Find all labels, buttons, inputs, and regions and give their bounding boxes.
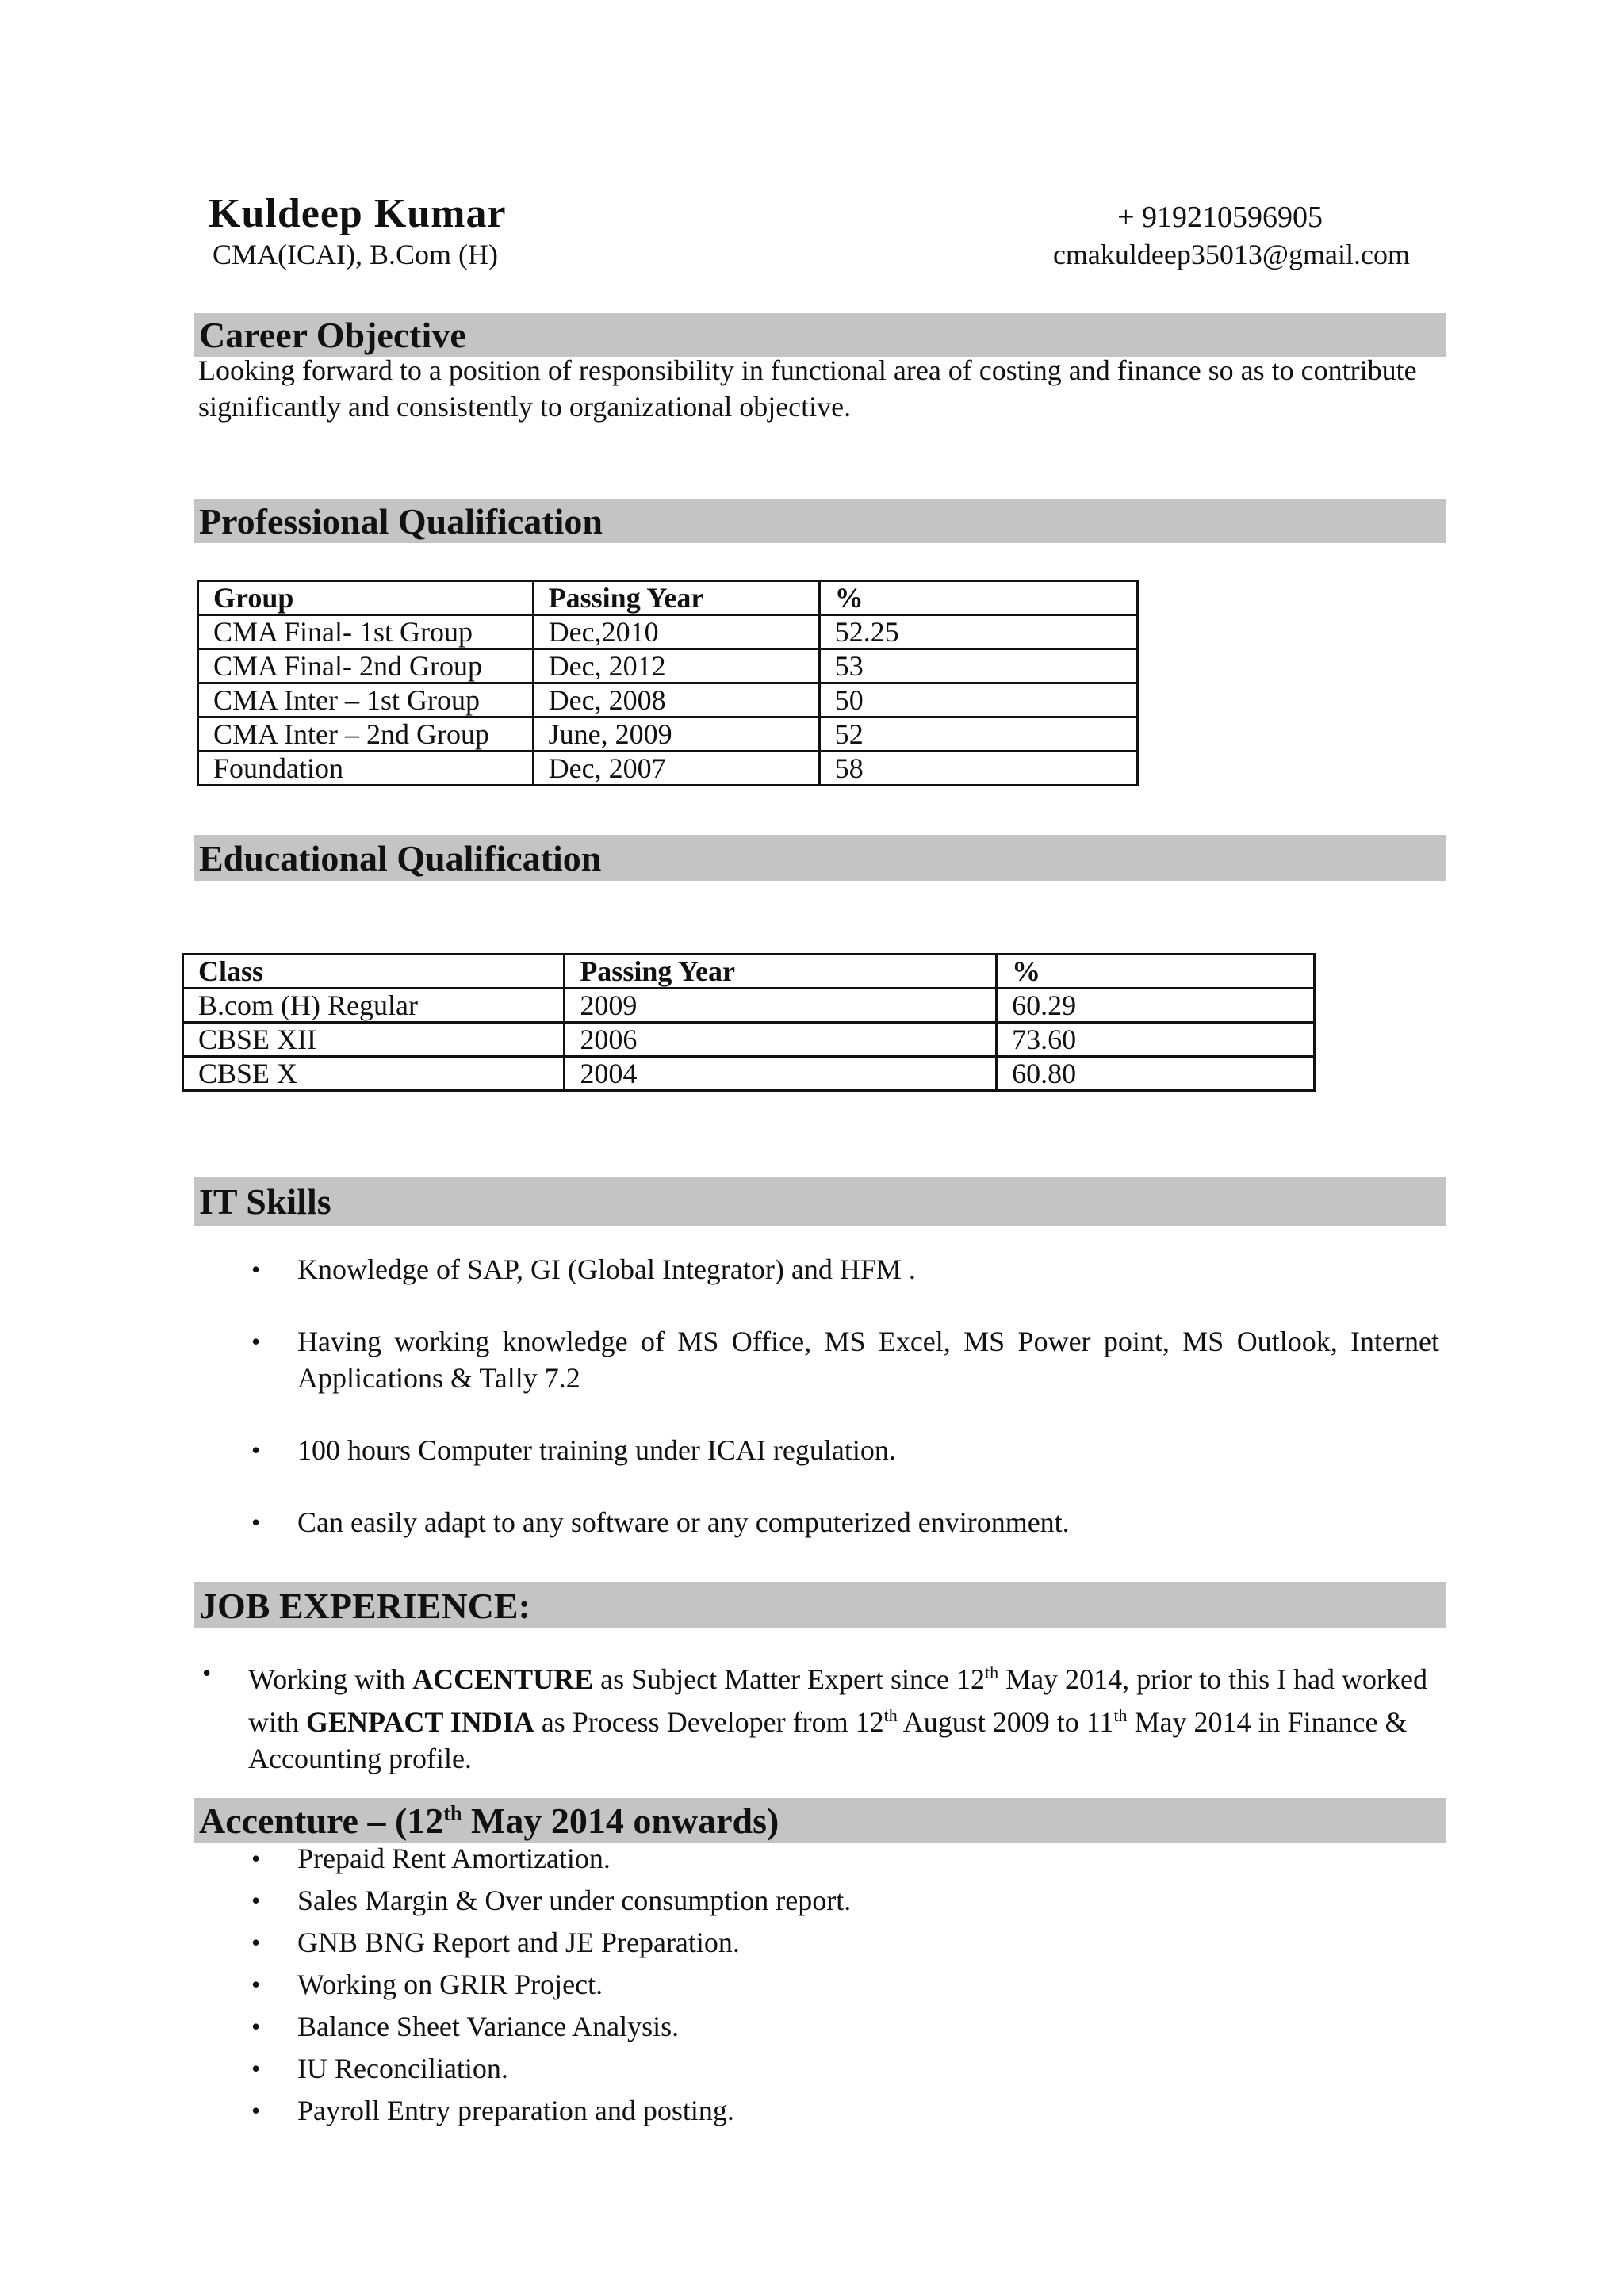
educational-qualification-table <box>182 953 1316 1092</box>
career-objective-heading <box>194 313 1446 357</box>
column-header: % <box>819 581 1137 615</box>
professional-qualification-heading-text: Professional Qualification <box>199 501 603 541</box>
list-item-text: Knowledge of SAP, GI (Global Integrator) and HFM . <box>297 1253 916 1285</box>
table-row <box>198 683 1138 718</box>
accenture-duties-list <box>251 1838 1439 2132</box>
experience-text: as Subject Matter Expert since 12 <box>593 1663 985 1695</box>
table-cell: CMA Inter – 2nd Group <box>198 718 534 752</box>
list-item <box>202 1655 1438 1777</box>
bullet-icon: • <box>251 1886 261 1915</box>
table-cell: Foundation <box>198 752 534 786</box>
experience-text: as Process Developer from 12 <box>534 1706 884 1738</box>
experience-text: May 2014, prior to this I had worked with <box>248 1663 1428 1738</box>
list-item <box>251 2090 1439 2132</box>
table-cell: 53 <box>819 649 1137 683</box>
candidate-name: Kuldeep Kumar <box>209 191 507 236</box>
table-cell: CMA Inter – 1st Group <box>198 683 534 718</box>
table-cell: 2009 <box>565 989 997 1023</box>
table-header-row <box>183 955 1315 989</box>
ordinal-suffix: th <box>443 1801 462 1825</box>
table-cell: CMA Final- 1st Group <box>198 615 534 649</box>
table-cell: 2004 <box>565 1057 997 1091</box>
candidate-qualifications: CMA(ICAI), B.Com (H) <box>213 239 498 270</box>
table-cell: B.com (H) Regular <box>183 989 565 1023</box>
list-item-text: GNB BNG Report and JE Preparation. <box>297 1927 740 1958</box>
bullet-icon: • <box>251 2096 261 2125</box>
column-header: Group <box>198 581 534 615</box>
list-item <box>251 1323 1439 1396</box>
list-item-text: Can easily adapt to any software or any computerized environment. <box>297 1506 1070 1538</box>
list-item-text: Sales Margin & Over under consumption report. <box>297 1885 852 1916</box>
table-row <box>198 718 1138 752</box>
bullet-icon: • <box>251 2054 261 2083</box>
bullet-icon: • <box>251 1255 261 1284</box>
bullet-icon: • <box>251 1508 261 1536</box>
ordinal-suffix: th <box>1113 1705 1128 1725</box>
table-cell: Dec, 2007 <box>533 752 819 786</box>
email-address: cmakuldeep35013@gmail.com <box>1052 239 1410 270</box>
company-name-accenture: ACCENTURE <box>412 1663 594 1695</box>
career-objective-heading-text: Career Objective <box>199 315 466 355</box>
phone-number: + 919210596905 <box>1117 201 1323 234</box>
accenture-heading-text <box>199 1800 779 1842</box>
list-item <box>251 1964 1439 2006</box>
list-item <box>251 2048 1439 2090</box>
table-cell: CBSE XII <box>183 1023 565 1057</box>
table-cell: Dec, 2008 <box>533 683 819 718</box>
job-experience-heading-text: JOB EXPERIENCE: <box>199 1585 530 1626</box>
table-row <box>183 989 1315 1023</box>
list-item <box>251 1922 1439 1964</box>
experience-text: May 2014 in Finance & Accounting profile. <box>248 1706 1408 1774</box>
table-row <box>198 615 1138 649</box>
table-row <box>183 1023 1315 1057</box>
column-header: % <box>997 955 1315 989</box>
list-item <box>251 2006 1439 2048</box>
table-cell: 60.80 <box>997 1057 1315 1091</box>
bullet-icon: • <box>251 1436 261 1464</box>
list-item <box>251 1251 1439 1288</box>
table-cell: 58 <box>819 752 1137 786</box>
professional-qualification-heading <box>194 499 1446 543</box>
it-skills-list <box>251 1251 1439 1540</box>
ordinal-suffix: th <box>984 1663 999 1682</box>
table-cell: 2006 <box>565 1023 997 1057</box>
table-cell: June, 2009 <box>533 718 819 752</box>
table-row <box>198 649 1138 683</box>
educational-qualification-heading <box>194 835 1446 881</box>
list-item <box>251 1504 1439 1540</box>
job-experience-list <box>202 1655 1438 1777</box>
career-objective-text: Looking forward to a position of responsibility in functional area of costing and finance so as to contribute significantly and consistently to organizational objective. <box>198 354 1417 423</box>
list-item <box>251 1880 1439 1922</box>
job-experience-heading <box>194 1582 1446 1628</box>
it-skills-heading <box>194 1177 1446 1226</box>
experience-text: Working with <box>248 1663 413 1695</box>
list-item <box>251 1838 1439 1880</box>
company-name-genpact: GENPACT INDIA <box>306 1706 534 1738</box>
table-cell: CBSE X <box>183 1057 565 1091</box>
list-item-text: Having working knowledge of MS Office, MS Excel, MS Power point, MS Outlook, Internet Applications & Tally 7.2 <box>297 1326 1439 1394</box>
list-item <box>251 1432 1439 1468</box>
table-cell: 52 <box>819 718 1137 752</box>
accenture-heading <box>194 1798 1446 1843</box>
table-cell: Dec,2010 <box>533 615 819 649</box>
bullet-icon: • <box>202 1659 212 1687</box>
table-cell: 50 <box>819 683 1137 718</box>
table-cell: 73.60 <box>997 1023 1315 1057</box>
list-item-text: Payroll Entry preparation and posting. <box>297 2095 734 2126</box>
list-item-text: Prepaid Rent Amortization. <box>297 1843 611 1874</box>
table-cell: 60.29 <box>997 989 1315 1023</box>
table-cell: CMA Final- 2nd Group <box>198 649 534 683</box>
table-cell: 52.25 <box>819 615 1137 649</box>
list-item-text: 100 hours Computer training under ICAI regulation. <box>297 1434 896 1466</box>
column-header: Passing Year <box>533 581 819 615</box>
educational-qualification-heading-text: Educational Qualification <box>199 837 602 878</box>
ordinal-suffix: th <box>883 1705 898 1725</box>
table-row <box>198 752 1138 786</box>
bullet-icon: • <box>251 1928 261 1957</box>
bullet-icon: • <box>251 1327 261 1356</box>
bullet-icon: • <box>251 1970 261 1999</box>
bullet-icon: • <box>251 1844 261 1873</box>
column-header: Class <box>183 955 565 989</box>
table-header-row <box>198 581 1138 615</box>
table-row <box>183 1057 1315 1091</box>
heading-part: May 2014 onwards) <box>462 1800 779 1841</box>
list-item-text: IU Reconciliation. <box>297 2053 508 2084</box>
it-skills-heading-text: IT Skills <box>199 1181 331 1222</box>
bullet-icon: • <box>251 2012 261 2041</box>
experience-text: August 2009 to 11 <box>897 1706 1114 1738</box>
heading-part: Accenture – (12 <box>199 1800 444 1841</box>
list-item-text: Working on GRIR Project. <box>297 1969 603 2000</box>
list-item-text: Balance Sheet Variance Analysis. <box>297 2011 680 2042</box>
column-header: Passing Year <box>565 955 997 989</box>
professional-qualification-table <box>197 580 1139 786</box>
table-cell: Dec, 2012 <box>533 649 819 683</box>
